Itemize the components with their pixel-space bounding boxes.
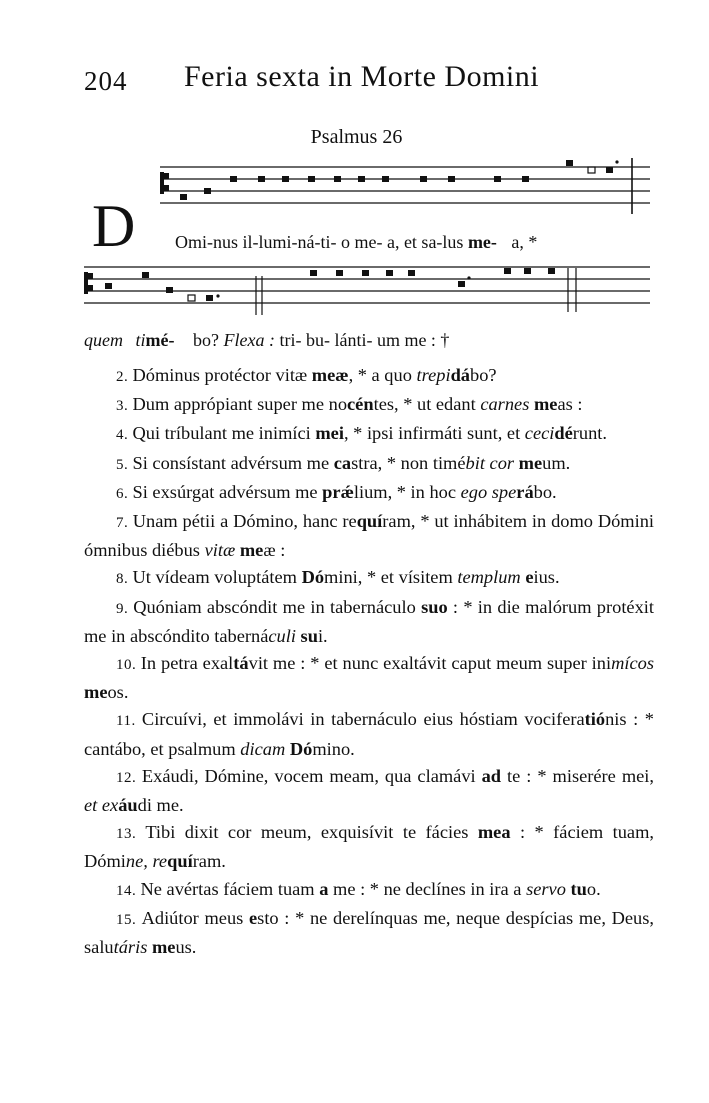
verse-text: Qui tríbulant me inimíci <box>132 423 316 444</box>
verse-text: ca <box>333 452 352 473</box>
verse-number: 4. <box>116 427 133 444</box>
verse-text: trepi <box>416 365 451 385</box>
verse-text: rá <box>516 481 534 502</box>
verse <box>84 391 654 420</box>
verse-text: Ne avértas fáciem tuam <box>140 878 320 899</box>
verse <box>84 362 654 391</box>
verse-number: 7. <box>116 515 133 532</box>
verse-text: , * a quo <box>348 365 417 385</box>
verse-text: áu <box>118 795 138 816</box>
verse-number: 8. <box>116 571 133 588</box>
verse-number: 3. <box>116 398 133 415</box>
verse-text: mino. <box>312 738 355 759</box>
verse-text: vit me : * et nunc exaltávit caput meum super ini <box>248 653 612 674</box>
verse-text: me <box>518 452 543 473</box>
verse-text: Dó <box>301 567 325 588</box>
verse-text: : * fáciem tuam, Dómi <box>84 822 654 872</box>
verse-text: mea <box>477 822 511 843</box>
verse-text: um. <box>542 452 571 473</box>
verse-text: Dó <box>289 738 313 759</box>
verse-text: ram, * ut inhábitem in domo Dómini ómnibus diébus <box>84 511 655 561</box>
page-number: 204 <box>84 66 128 96</box>
psalm-verses <box>84 362 654 961</box>
verse-text: tes, * ut edant <box>373 394 481 415</box>
verse-text: culi <box>268 625 296 646</box>
verse-text: templum <box>457 567 521 588</box>
verse <box>84 763 654 819</box>
verse-text: Si exsúrgat advérsum me <box>132 481 323 502</box>
verse-text: dicam <box>240 738 286 759</box>
verse <box>84 420 654 449</box>
verse-text: tió <box>584 709 606 730</box>
verse-number: 10. <box>116 657 141 674</box>
verse-text: Dum apprópiant super me no <box>132 394 348 415</box>
verse-text: runt. <box>572 423 608 444</box>
verse-text: Dóminus protéctor vitæ <box>132 365 312 385</box>
verse-number: 11. <box>116 713 142 730</box>
verse <box>84 706 654 762</box>
verse <box>84 819 654 875</box>
drop-cap-initial: D <box>92 193 136 259</box>
verse-text: te : * miserére mei, <box>501 765 654 786</box>
verse-text: carnes <box>480 394 530 415</box>
verse-text: e <box>248 907 258 928</box>
verse-text: me <box>533 394 558 415</box>
verse-number: 12. <box>116 769 142 786</box>
verse-text: ne, re <box>125 851 168 872</box>
verse-text: , * ipsi infirmáti sunt, et <box>343 423 525 444</box>
verse-text: mei <box>315 423 344 444</box>
verse-text: ram. <box>192 851 226 872</box>
verse-text: bo. <box>533 481 557 502</box>
verse-text: meæ <box>311 365 349 385</box>
verse-text: us. <box>175 937 197 958</box>
verse-text: ceci <box>524 423 555 444</box>
verse-text: Tibi dixit cor meum, exquisívit te fácies <box>145 822 478 843</box>
verse-text: In petra exal <box>140 653 234 674</box>
verse-text: lium, * in hoc <box>353 481 461 502</box>
verse-text: Exáudi, Dómine, vocem meam, qua clamávi <box>141 765 482 786</box>
verse-text: bo? <box>470 365 497 385</box>
verse <box>84 508 654 564</box>
verse-text: me <box>151 937 176 958</box>
verse-text: stra, * non timé <box>351 452 466 473</box>
verse-text: Adiútor meus <box>141 907 249 928</box>
verse-text: di me. <box>137 795 184 816</box>
running-title: Feria sexta in Morte Domini <box>184 60 540 93</box>
verse-text: e <box>525 567 534 588</box>
verse-text: servo <box>526 878 566 899</box>
verse-text: cén <box>347 394 374 415</box>
verse <box>84 905 654 961</box>
verse-number: 13. <box>116 826 146 843</box>
verse-text: Quóniam abscóndit me in tabernáculo <box>133 596 422 617</box>
verse-text: as : <box>557 394 583 415</box>
verse-text: me <box>239 540 264 561</box>
verse-text: táris <box>113 937 148 958</box>
verse <box>84 650 654 706</box>
verse-text: ego spe <box>460 481 517 502</box>
verse-text: Unam pétii a Dómino, hanc re <box>132 511 357 532</box>
verse-text: dé <box>554 423 573 444</box>
verse-text: mini, * et vísitem <box>324 567 458 588</box>
verse-text: : * in die malórum protéxit me in abscóndito taberná <box>84 596 655 646</box>
verse-number: 9. <box>116 600 134 617</box>
verse-text: a <box>319 878 329 899</box>
verse-text: tu <box>570 878 587 899</box>
verse <box>84 479 654 508</box>
verse-text: quí <box>356 511 383 532</box>
chant-lyric-line-1: Omi-nus il-lumi-ná-ti- o me- a, et sa-lus me- a, * <box>175 232 538 252</box>
verse-number: 15. <box>116 911 142 928</box>
verse-text: nis : * cantábo, et psalmum <box>84 709 654 759</box>
verse-text: Si consístant advérsum me <box>132 452 334 473</box>
verse-text: o. <box>586 878 601 899</box>
verse-text: et ex <box>84 795 119 816</box>
verse-text: æ : <box>263 540 286 561</box>
chant-lyric-line-2: quem timé- bo? Flexa : tri- bu- lánti- um me : † <box>84 330 450 350</box>
verse-number: 6. <box>116 485 133 502</box>
verse <box>84 594 654 650</box>
verse <box>84 450 654 479</box>
verse-text: i. <box>317 625 328 646</box>
verse-text: sto : * ne derelínquas me, neque despícias me, Deus, salu <box>84 907 655 958</box>
chant-notation <box>0 0 709 340</box>
verse-text: me <box>84 682 108 703</box>
verse <box>84 564 654 593</box>
verse-text: Circuívi, et immolávi in tabernáculo eius hóstiam vocifera <box>141 709 585 730</box>
verse-number: 14. <box>116 882 141 899</box>
verse-text: su <box>300 625 318 646</box>
verse-number: 5. <box>116 456 133 473</box>
verse-text: Ut vídeam voluptátem <box>132 567 302 588</box>
psalm-title: Psalmus 26 <box>310 126 403 148</box>
verse-text: me : * ne declínes in ira a <box>328 878 527 899</box>
verse-text: prǽ <box>322 481 354 502</box>
verse-text: os. <box>107 682 129 703</box>
verse-text: bit cor <box>465 452 515 473</box>
verse-text: quí <box>167 851 193 872</box>
verse-text: suo <box>421 596 448 617</box>
verse <box>84 876 654 905</box>
verse-text: mícos <box>611 653 655 674</box>
verse-text: ad <box>481 765 502 786</box>
verse-text: ius. <box>533 567 560 588</box>
verse-number: 2. <box>116 369 133 385</box>
verse-text: vitæ <box>204 540 236 561</box>
verse-text: dá <box>450 365 470 385</box>
verse-text: tá <box>233 653 249 674</box>
